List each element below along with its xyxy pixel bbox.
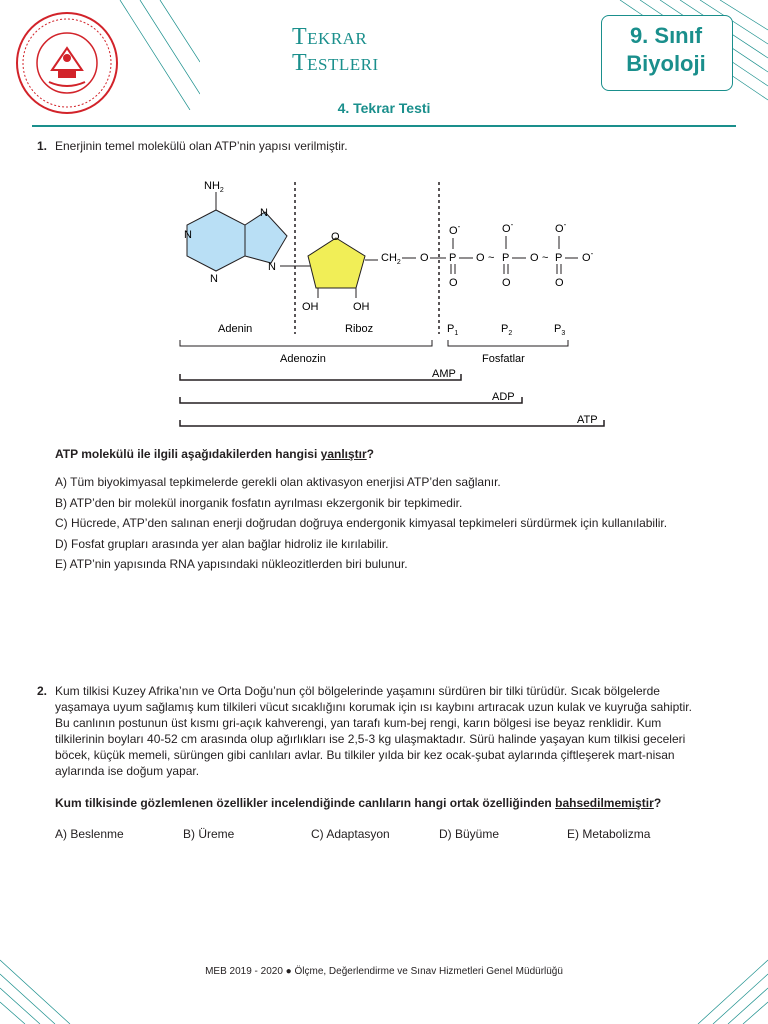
atp-bar <box>180 420 604 426</box>
grade: 9. Sınıf <box>629 23 703 48</box>
grade-label <box>606 22 726 78</box>
phosphate-p3: P <box>555 252 563 264</box>
fosfatlar-label: Fosfatlar <box>482 353 525 365</box>
amp-bar <box>180 374 461 380</box>
svg-text:O: O <box>420 252 429 264</box>
p3-label: $P_3$ <box>554 323 566 337</box>
passage-line: Bu canlının postunun üst kısmı gri-açık kahverengi, yan tarafı kum-bej rengi, karın bölgesi ise beyaz renklidir. Kum <box>55 716 662 730</box>
atp-label: ATP <box>577 414 598 426</box>
series-title-line2: Testleri <box>292 50 379 76</box>
question-2-option-b[interactable]: B) Üreme <box>183 827 235 841</box>
test-title: 4. Tekrar Testi <box>337 100 431 116</box>
svg-text:O-: O- <box>582 249 594 264</box>
passage-line: yaşamaya uyum sağlamış kum tilkileri vücut sıcaklığını korumak için ısı kaybını artıracak uzun kulak ve kuyruğa sahiptir. <box>55 700 692 714</box>
question-2-number: 2. <box>37 684 48 698</box>
svg-text:~: ~ <box>488 252 495 264</box>
question-2-option-a[interactable]: A) Beslenme <box>55 827 124 841</box>
question-1-prompt: ATP molekülü ile ilgili aşağıdakilerden hangisi yanlıştır? <box>55 447 375 461</box>
fosfatlar-bracket <box>448 340 568 346</box>
svg-text:O: O <box>502 277 511 289</box>
svg-text:O: O <box>555 277 564 289</box>
amp-label: AMP <box>432 368 456 380</box>
question-2-passage <box>55 683 745 779</box>
adp-label: ADP <box>492 391 515 403</box>
svg-text:O: O <box>530 252 539 264</box>
question-2-option-c[interactable]: C) Adaptasyon <box>311 827 390 841</box>
passage-line: böcek, küçük memeli, sürüngen gibi canlıları avlar. Bu tilkiler yılda bir kez ocak-şubat aylarında çiftleşerek mart-nisan <box>55 748 675 762</box>
riboz-label: Riboz <box>345 323 374 335</box>
adenozin-bracket <box>180 340 432 346</box>
oh-right: OH <box>353 301 370 313</box>
ribose-ring <box>308 238 365 288</box>
phosphate-p1: P <box>449 252 457 264</box>
svg-text:O: O <box>476 252 485 264</box>
bottom-right-decoration <box>648 940 768 1024</box>
oh-left: OH <box>302 301 319 313</box>
atom-n-2: N <box>210 273 218 285</box>
adp-bar <box>180 397 522 403</box>
svg-text:O-: O- <box>502 220 514 235</box>
question-1-option-d[interactable]: D) Fosfat grupları arasında yer alan bağlar hidroliz ile kırılabilir. <box>55 537 389 551</box>
adenine-ring-six <box>187 210 245 271</box>
bottom-left-decoration <box>0 940 120 1024</box>
svg-text:O-: O- <box>555 220 567 235</box>
atp-structure-diagram <box>170 170 620 430</box>
footer-text: MEB 2019 - 2020 ● Ölçme, Değerlendirme ve Sınav Hizmetleri Genel Müdürlüğü <box>205 966 563 977</box>
question-2-option-e[interactable]: E) Metabolizma <box>567 827 651 841</box>
header-divider <box>32 125 736 127</box>
atom-n-1: N <box>184 229 192 241</box>
ch2-label: $CH_2$ <box>381 252 401 266</box>
question-1-option-a[interactable]: A) Tüm biyokimyasal tepkimelerde gerekli olan aktivasyon enerjisi ATP’den sağlanır. <box>55 475 501 489</box>
subject: Biyoloji <box>626 51 706 76</box>
nh2-label: $NH_2$ <box>204 180 224 194</box>
question-1-option-b[interactable]: B) ATP’den bir molekül inorganik fosfatın ayrılması ekzergonik bir tepkimedir. <box>55 496 463 510</box>
ribose-oxygen: O <box>331 231 340 243</box>
passage-line: tilkilerinin boyları 40-52 cm arasında olup ağırlıkları ise 2,5-3 kg ulaşmaktadır. Sürü halinde yaşayan kum tilkisi geceleri <box>55 732 686 746</box>
svg-text:~: ~ <box>542 252 549 264</box>
passage-line: aylarında ise doğum yapar. <box>55 764 200 778</box>
passage-line: Kum tilkisi Kuzey Afrika’nın ve Orta Doğu’nun çöl bölgelerinde yaşamını sürdüren bir tilki türüdür. Sıcak bölgelerde <box>55 684 660 698</box>
p1-label: $P_1$ <box>447 323 459 337</box>
question-1-option-c[interactable]: C) Hücrede, ATP’den salınan enerji doğrudan doğruya endergonik kimyasal tepkimeleri sürdürmek için kullanılabilir. <box>55 516 668 530</box>
question-1-number: 1. <box>37 139 48 153</box>
question-2-option-d[interactable]: D) Büyüme <box>439 827 500 841</box>
question-2-prompt: Kum tilkisinde gözlemlenen özellikler incelendiğinde canlıların hangi ortak özelliğinden bahsedilmemiştir? <box>55 796 662 810</box>
series-title <box>292 24 379 76</box>
series-title-line1: Tekrar <box>292 24 368 50</box>
adenin-label: Adenin <box>218 323 253 335</box>
question-1-stem: Enerjinin temel molekülü olan ATP’nin yapısı verilmiştir. <box>55 139 348 153</box>
phosphate-p2: P <box>502 252 510 264</box>
atom-n-3: N <box>260 207 268 219</box>
svg-text:O: O <box>449 277 458 289</box>
question-1-option-e[interactable]: E) ATP’nin yapısında RNA yapısındaki nükleozitlerden biri bulunur. <box>55 557 408 571</box>
atom-n-4: N <box>268 261 276 273</box>
adenine-ring-five <box>245 212 287 263</box>
svg-text:O-: O- <box>449 222 461 237</box>
adenozin-label: Adenozin <box>280 353 326 365</box>
p2-label: $P_2$ <box>501 323 513 337</box>
